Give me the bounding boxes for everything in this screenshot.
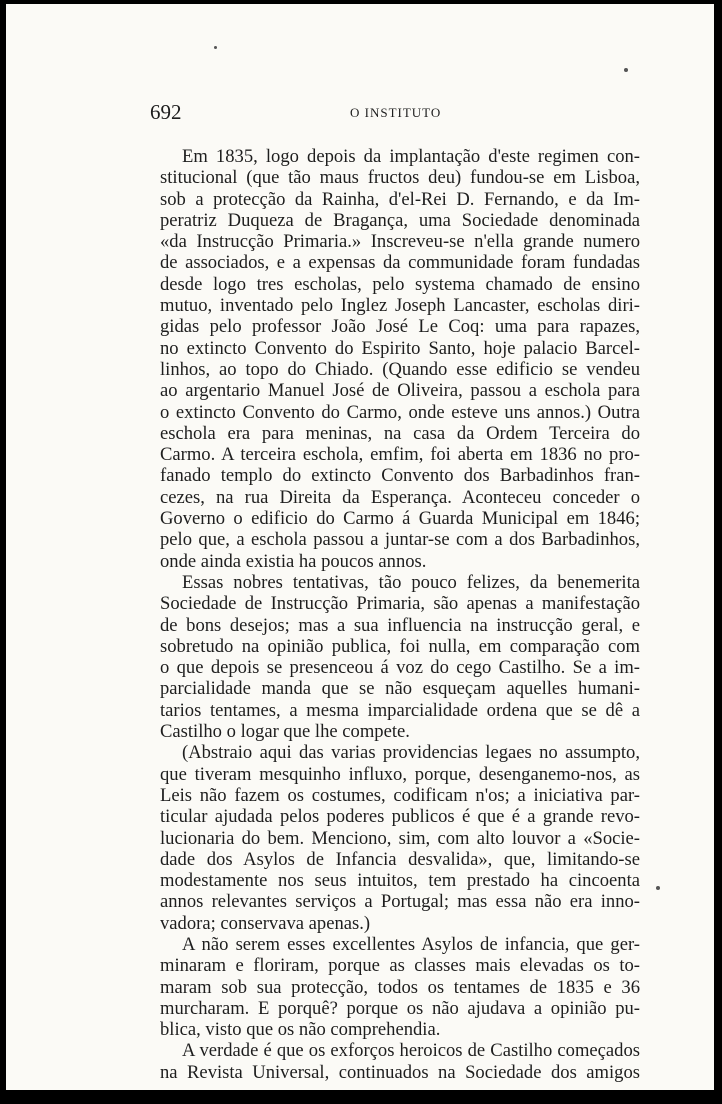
page-header bbox=[6, 100, 714, 124]
text-line: annos relevantes serviços a Portugal; mas essa não era inno- bbox=[160, 891, 640, 913]
text-line: Carmo. A terceira eschola, emfim, foi aberta em 1836 no pro- bbox=[160, 444, 640, 466]
text-line: o que depois se presenceou á voz do cego Castilho. Se a im- bbox=[160, 657, 640, 679]
text-line: A não serem esses excellentes Asylos de infancia, que ger- bbox=[182, 933, 640, 955]
text-line: dade dos Asylos de Infancia desvalida», que, limitando-se bbox=[160, 848, 640, 870]
running-title: O INSTITUTO bbox=[350, 105, 442, 120]
text-line: eschola era para meninas, na casa da Ordem Terceira do bbox=[160, 422, 640, 444]
text-line: ao argentario Manuel José de Oliveira, passou a eschola para bbox=[160, 380, 640, 402]
paragraph bbox=[160, 146, 640, 572]
text-line: linhos, ao topo do Chiado. (Quando esse edificio se vendeu bbox=[160, 358, 640, 380]
text-line: onde ainda existia ha poucos annos. bbox=[160, 550, 427, 572]
page-number: 692 bbox=[150, 100, 182, 124]
text-line: pelo que, a eschola passou a juntar-se com a dos Barbadinhos, bbox=[160, 529, 640, 551]
text-line: Sociedade de Instrucção Primaria, são apenas a manifestação bbox=[160, 593, 640, 615]
text-line: fanado templo do extincto Convento dos Barbadinhos fran- bbox=[160, 465, 640, 487]
text-line: Castilho o logar que lhe compete. bbox=[160, 721, 410, 743]
ink-speck bbox=[624, 68, 628, 72]
body-text bbox=[160, 146, 640, 1083]
text-line: na Revista Universal, continuados na Sociedade dos amigos bbox=[160, 1061, 640, 1083]
text-line: de associados, e a expensas da communidade foram fundadas bbox=[160, 252, 640, 274]
text-line: o extincto Convento do Carmo, onde esteve uns annos.) Outra bbox=[160, 401, 640, 423]
text-line: stitucional (que tão maus fructos deu) fundou-se em Lisboa, bbox=[160, 167, 640, 189]
text-line: murcharam. E porquê? porque os não ajudava a opinião pu- bbox=[160, 997, 640, 1019]
text-line: ticular ajudada pelos poderes publicos é que é a grande revo- bbox=[160, 806, 640, 828]
text-line: maram sob sua protecção, todos os tentames de 1835 e 36 bbox=[160, 976, 640, 998]
text-line: tarios tentames, a mesma imparcialidade ordena que se dê a bbox=[160, 699, 640, 721]
text-line: cezes, na rua Direita da Esperança. Aconteceu conceder o bbox=[160, 486, 640, 508]
paragraph bbox=[160, 572, 640, 742]
text-line: no extincto Convento do Espirito Santo, hoje palacio Barcel- bbox=[160, 337, 640, 359]
text-line: parcialidade manda que se não esqueçam aquelles humani- bbox=[160, 678, 640, 700]
text-line: sobretudo na opinião publica, foi nulla, em comparação com bbox=[160, 635, 640, 657]
text-line: Governo o edificio do Carmo á Guarda Municipal em 1846; bbox=[160, 508, 640, 530]
text-line: desde logo tres escholas, pelo systema chamado de ensino bbox=[160, 273, 640, 295]
paragraph bbox=[160, 742, 640, 934]
text-line: (Abstraio aqui das varias providencias legaes no assumpto, bbox=[182, 742, 640, 764]
text-line: peratriz Duqueza de Bragança, uma Sociedade denominada bbox=[160, 209, 640, 231]
text-line: que tiveram mesquinho influxo, porque, desenganemo-nos, as bbox=[160, 763, 640, 785]
paragraph bbox=[160, 1040, 640, 1083]
text-line: «da Instrucção Primaria.» Inscreveu-se n'ella grande numero bbox=[160, 231, 640, 253]
text-line: vadora; conservava apenas.) bbox=[160, 912, 371, 934]
text-line: blica, visto que os não comprehendia. bbox=[160, 1019, 441, 1041]
text-line: Em 1835, logo depois da implantação d'este regimen con- bbox=[182, 146, 640, 167]
text-line: sob a protecção da Rainha, d'el-Rei D. Fernando, e da Im- bbox=[160, 188, 640, 210]
ink-speck bbox=[656, 886, 660, 890]
book-page bbox=[6, 4, 714, 1090]
text-line: A verdade é que os exforços heroicos de Castilho começados bbox=[182, 1040, 640, 1062]
text-line: gidas pelo professor João José Le Coq: uma para rapazes, bbox=[160, 316, 640, 338]
text-line: Leis não fazem os costumes, codificam n'os; a iniciativa par- bbox=[160, 784, 640, 806]
text-line: de bons desejos; mas a sua influencia na instrucção geral, e bbox=[160, 614, 640, 636]
text-line: Essas nobres tentativas, tão pouco felizes, da benemerita bbox=[182, 571, 640, 593]
text-line: modestamente nos seus intuitos, tem prestado ha cincoenta bbox=[160, 870, 640, 892]
text-line: mutuo, inventado pelo Inglez Joseph Lancaster, escholas diri- bbox=[160, 295, 640, 317]
text-line: lucionaria do bem. Menciono, sim, com alto louvor a «Socie- bbox=[160, 827, 640, 849]
paragraph bbox=[160, 934, 640, 1040]
text-line: minaram e floriram, porque as classes mais elevadas os to- bbox=[160, 955, 640, 977]
ink-speck bbox=[214, 46, 217, 49]
